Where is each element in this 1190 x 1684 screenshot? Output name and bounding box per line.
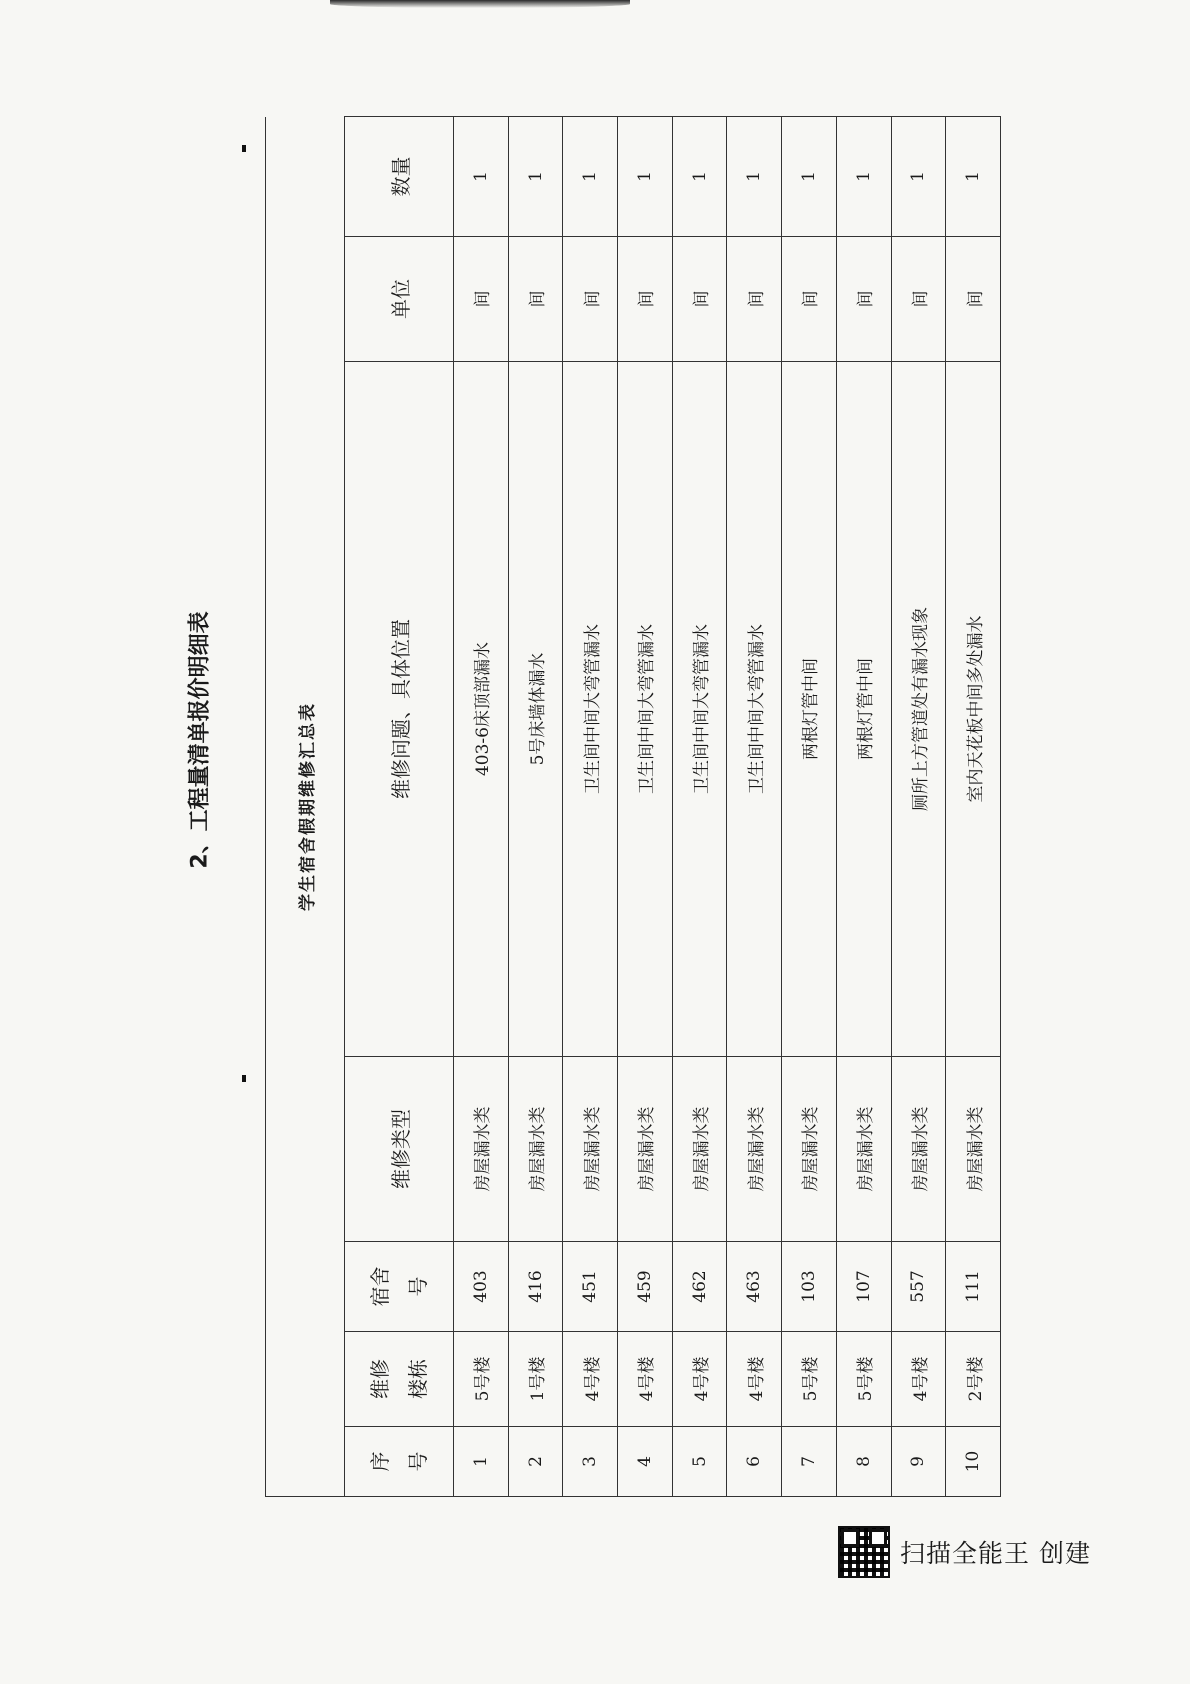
- cell-room: 107: [836, 1242, 891, 1332]
- cell-building: 5号楼: [836, 1332, 891, 1427]
- table-row: [563, 116, 618, 1496]
- cell-unit: 间: [672, 237, 727, 362]
- cell-seq: 10: [946, 1427, 1001, 1497]
- cell-building: 4号楼: [891, 1332, 946, 1427]
- cell-problem: 厕所上方管道处有漏水现象: [891, 362, 946, 1057]
- cell-problem: 卫生间中间大弯管漏水: [727, 362, 782, 1057]
- qr-code-icon: [838, 1526, 890, 1578]
- cell-seq: 8: [836, 1427, 891, 1497]
- cell-qty: 1: [618, 116, 673, 236]
- cell-room: 462: [672, 1242, 727, 1332]
- cell-type: 房屋漏水类: [946, 1057, 1001, 1242]
- cell-qty: 1: [672, 116, 727, 236]
- cell-qty: 1: [563, 116, 618, 236]
- cell-unit: 间: [727, 237, 782, 362]
- cell-room: 416: [508, 1242, 563, 1332]
- watermark-text: 扫描全能王 创建: [900, 1539, 1091, 1568]
- cell-room: 463: [727, 1242, 782, 1332]
- table-row: [618, 116, 673, 1496]
- cell-seq: 7: [782, 1427, 837, 1497]
- cell-qty: 1: [454, 116, 509, 236]
- cell-unit: 间: [782, 237, 837, 362]
- cell-unit: 间: [454, 237, 509, 362]
- scanner-watermark: [838, 1526, 1091, 1578]
- table-row: [727, 116, 782, 1496]
- cell-qty: 1: [946, 116, 1001, 236]
- cell-type: 房屋漏水类: [672, 1057, 727, 1242]
- cell-building: 2号楼: [946, 1332, 1001, 1427]
- cell-problem: 卫生间中间大弯管漏水: [618, 362, 673, 1057]
- cell-unit: 间: [946, 237, 1001, 362]
- header-type: 维修类型: [345, 1057, 454, 1242]
- cell-problem: 403-6床顶部漏水: [454, 362, 509, 1057]
- cell-seq: 1: [454, 1427, 509, 1497]
- header-seq: 序 号: [345, 1427, 454, 1497]
- cell-problem: 卫生间中间大弯管漏水: [563, 362, 618, 1057]
- cell-qty: 1: [508, 116, 563, 236]
- cell-building: 4号楼: [727, 1332, 782, 1427]
- cell-problem: 5号床墙体漏水: [508, 362, 563, 1057]
- header-problem: 维修问题、具体位置: [345, 362, 454, 1057]
- header-row: [345, 116, 454, 1496]
- header-room: 宿舍 号: [345, 1242, 454, 1332]
- cell-unit: 间: [836, 237, 891, 362]
- cell-building: 5号楼: [454, 1332, 509, 1427]
- cell-building: 4号楼: [618, 1332, 673, 1427]
- table-row: [454, 116, 509, 1496]
- punch-mark: [242, 1075, 246, 1082]
- table-title: 学生宿舍假期维修汇总表: [266, 116, 345, 1496]
- cell-room: 111: [946, 1242, 1001, 1332]
- section-heading: 2、工程量清单报价明细表: [187, 611, 213, 869]
- cell-type: 房屋漏水类: [727, 1057, 782, 1242]
- table-row: [946, 116, 1001, 1496]
- table-row: [508, 116, 563, 1496]
- scan-edge-shadow: [330, 0, 630, 8]
- rotated-table-wrapper: [265, 117, 1001, 1497]
- cell-room: 459: [618, 1242, 673, 1332]
- cell-type: 房屋漏水类: [836, 1057, 891, 1242]
- cell-qty: 1: [782, 116, 837, 236]
- header-qty: 数量: [345, 116, 454, 236]
- table-row: [836, 116, 891, 1496]
- cell-unit: 间: [508, 237, 563, 362]
- cell-type: 房屋漏水类: [618, 1057, 673, 1242]
- cell-seq: 2: [508, 1427, 563, 1497]
- cell-unit: 间: [563, 237, 618, 362]
- cell-problem: 两根灯管中间: [782, 362, 837, 1057]
- cell-room: 557: [891, 1242, 946, 1332]
- cell-type: 房屋漏水类: [891, 1057, 946, 1242]
- cell-type: 房屋漏水类: [454, 1057, 509, 1242]
- cell-room: 451: [563, 1242, 618, 1332]
- cell-seq: 6: [727, 1427, 782, 1497]
- cell-building: 5号楼: [782, 1332, 837, 1427]
- cell-seq: 4: [618, 1427, 673, 1497]
- cell-unit: 间: [618, 237, 673, 362]
- cell-type: 房屋漏水类: [508, 1057, 563, 1242]
- cell-building: 1号楼: [508, 1332, 563, 1427]
- cell-qty: 1: [727, 116, 782, 236]
- cell-problem: 室内天花板中间多处漏水: [946, 362, 1001, 1057]
- cell-seq: 3: [563, 1427, 618, 1497]
- header-building: 维修 楼栋: [345, 1332, 454, 1427]
- cell-seq: 5: [672, 1427, 727, 1497]
- table-row: [782, 116, 837, 1496]
- cell-problem: 两根灯管中间: [836, 362, 891, 1057]
- cell-building: 4号楼: [563, 1332, 618, 1427]
- cell-room: 403: [454, 1242, 509, 1332]
- cell-room: 103: [782, 1242, 837, 1332]
- cell-seq: 9: [891, 1427, 946, 1497]
- punch-mark: [242, 145, 246, 152]
- cell-type: 房屋漏水类: [782, 1057, 837, 1242]
- table-row: [672, 116, 727, 1496]
- header-unit: 单位: [345, 237, 454, 362]
- cell-qty: 1: [836, 116, 891, 236]
- cell-qty: 1: [891, 116, 946, 236]
- cell-building: 4号楼: [672, 1332, 727, 1427]
- repair-summary-table: [265, 116, 1001, 1497]
- table-row: [891, 116, 946, 1496]
- cell-type: 房屋漏水类: [563, 1057, 618, 1242]
- cell-unit: 间: [891, 237, 946, 362]
- cell-problem: 卫生间中间大弯管漏水: [672, 362, 727, 1057]
